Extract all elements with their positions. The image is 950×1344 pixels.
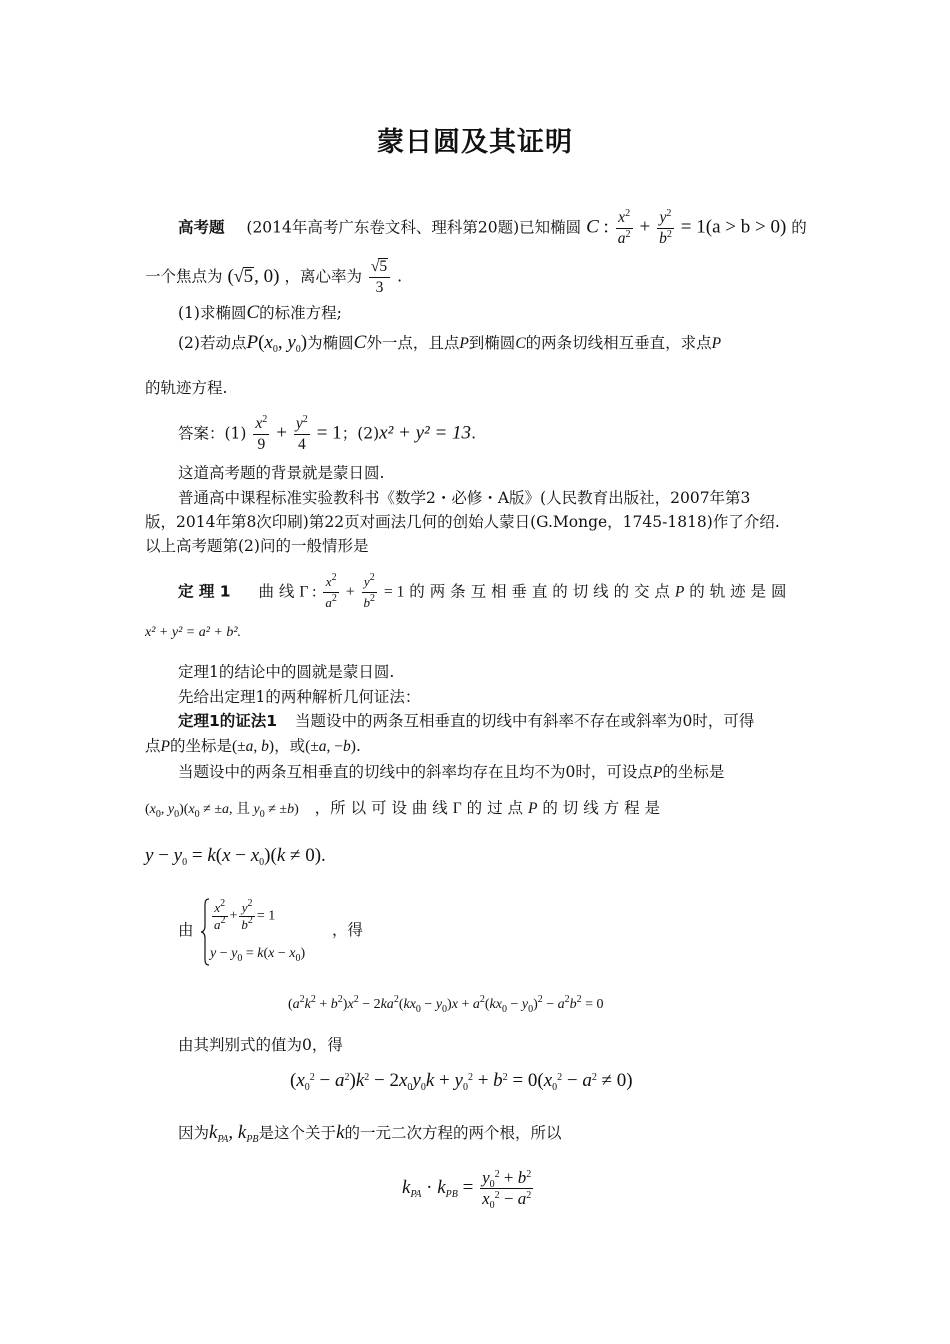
- system-eq-1: $\frac{x^2}{a^2}$ + $\frac{y^2}{b^2}$ = 1: [214, 898, 276, 932]
- page-title: 蒙日圆及其证明: [377, 127, 573, 158]
- ellipse-y-frac: $\frac{y^2}{b^2}$: [659, 208, 672, 247]
- k-quadratic: $(x_0^2 - a^2)k^2 - 2x_0y_0k + y_0^2 + b^2 = 0(x_0^2 - a^2 \ne 0)$: [290, 1070, 633, 1093]
- proof1-line-3: 当题设中的两条互相垂直的切线中的斜率均存在且均不为0时，可设点P的坐标是: [178, 763, 725, 781]
- proof1-line-2: 点P的坐标是(±a, b)，或(±a, −b).: [145, 737, 361, 755]
- discriminant-line: 由其判别式的值为0，得: [178, 1036, 343, 1054]
- tangent-equation: $y - y_0 = k(x - x_0)(k \ne 0)$.: [145, 845, 326, 868]
- because-line: 因为$k_{PA}$, $k_{PB}$是这个关于k的一元二次方程的两个根，所以: [178, 1122, 562, 1145]
- exam-line-1: 高考题 (2014年高考广东卷文科、理科第20题)已知椭圆 C : $\frac{x^2}{a^2}$ + $\frac{y^2}{b^2}$ = 1(a > b > 0) 的: [178, 208, 807, 247]
- proof1-line-4: ($x_0$, $y_0)(x_0 \ne \pm a$, 且 $y_0 \ne \pm b$) ，所 以 可 设 曲 线 Γ 的 过 点 P 的 切 线 方 程 是: [145, 799, 660, 820]
- textbook-line-1: 普通高中课程标准实验教科书《数学2・必修・A版》(人民教育出版社，2007年第3: [178, 489, 751, 507]
- eccentricity-frac: $\frac{√5}{3}$: [369, 257, 390, 298]
- question-1: (1)求椭圆C的标准方程;: [178, 302, 342, 323]
- theorem-1: 定 理 1 曲 线 Γ : $\frac{x^2}{a^2}$ + $\frac{y^2}{b^2}$ = 1 的 两 条 互 相 垂 直 的 切 线 的 交 点 P 的 轨 迹 是 圆: [178, 572, 787, 610]
- product-of-slopes: $k_{PA} \cdot k_{PB}$ = $\frac{y_0^2 + b^2}{x_0^2 - a^2}$: [402, 1168, 532, 1211]
- exam-label: 高考题: [178, 218, 225, 237]
- question-2-cont: 的轨迹方程.: [145, 379, 228, 397]
- textbook-line-3: 以上高考题第(2)问的一般情形是: [145, 537, 369, 555]
- conclusion-line: 定理1的结论中的圆就是蒙日圆.: [178, 663, 395, 681]
- quadratic-equation: $(a^2k^2 + b^2)x^2 - 2ka^2(kx_0 - y_0)x + a^2(kx_0 - y_0)^2 - a^2b^2 = 0$: [288, 994, 604, 1015]
- textbook-line-2: 版，2014年第8次印刷)第22页对画法几何的创始人蒙日(G.Monge，1745-1818)作了介绍.: [145, 513, 780, 531]
- system-you: 由: [178, 921, 194, 939]
- background-line: 这道高考题的背景就是蒙日圆.: [178, 464, 385, 482]
- exam-intro: (2014年高考广东卷文科、理科第20题)已知椭圆: [246, 218, 582, 237]
- question-2: (2)若动点$P(x_0$, $y_0$)为椭圆C外一点，且点P到椭圆C的两条切线相互垂直，求点P: [178, 332, 722, 355]
- ellipse-condition: = 1(a > b > 0): [680, 216, 787, 238]
- answer-line: 答案：(1) $\frac{x^2}{9}$ + $\frac{y^2}{4}$ = 1；(2)x² + y² = 13.: [178, 414, 476, 453]
- system-brace: [200, 898, 210, 966]
- exam-line-2: 一个焦点为 (√5, 0) ，离心率为 $\frac{√5}{3}$ .: [145, 258, 403, 296]
- system-eq-2: $y - y_0 = k(x - x_0)$: [210, 946, 306, 964]
- proofs-intro: 先给出定理1的两种解析几何证法：: [178, 688, 421, 706]
- ellipse-x-frac: $\frac{x^2}{a^2}$: [617, 208, 631, 247]
- theorem-circle: x² + y² = a² + b².: [145, 625, 242, 640]
- proof1-line-1: 定理1的证法1 当题设中的两条互相垂直的切线中有斜率不存在或斜率为0时，可得: [178, 712, 755, 730]
- system-de: ，得: [332, 921, 364, 939]
- answer-2-eq: x² + y² = 13: [379, 422, 472, 444]
